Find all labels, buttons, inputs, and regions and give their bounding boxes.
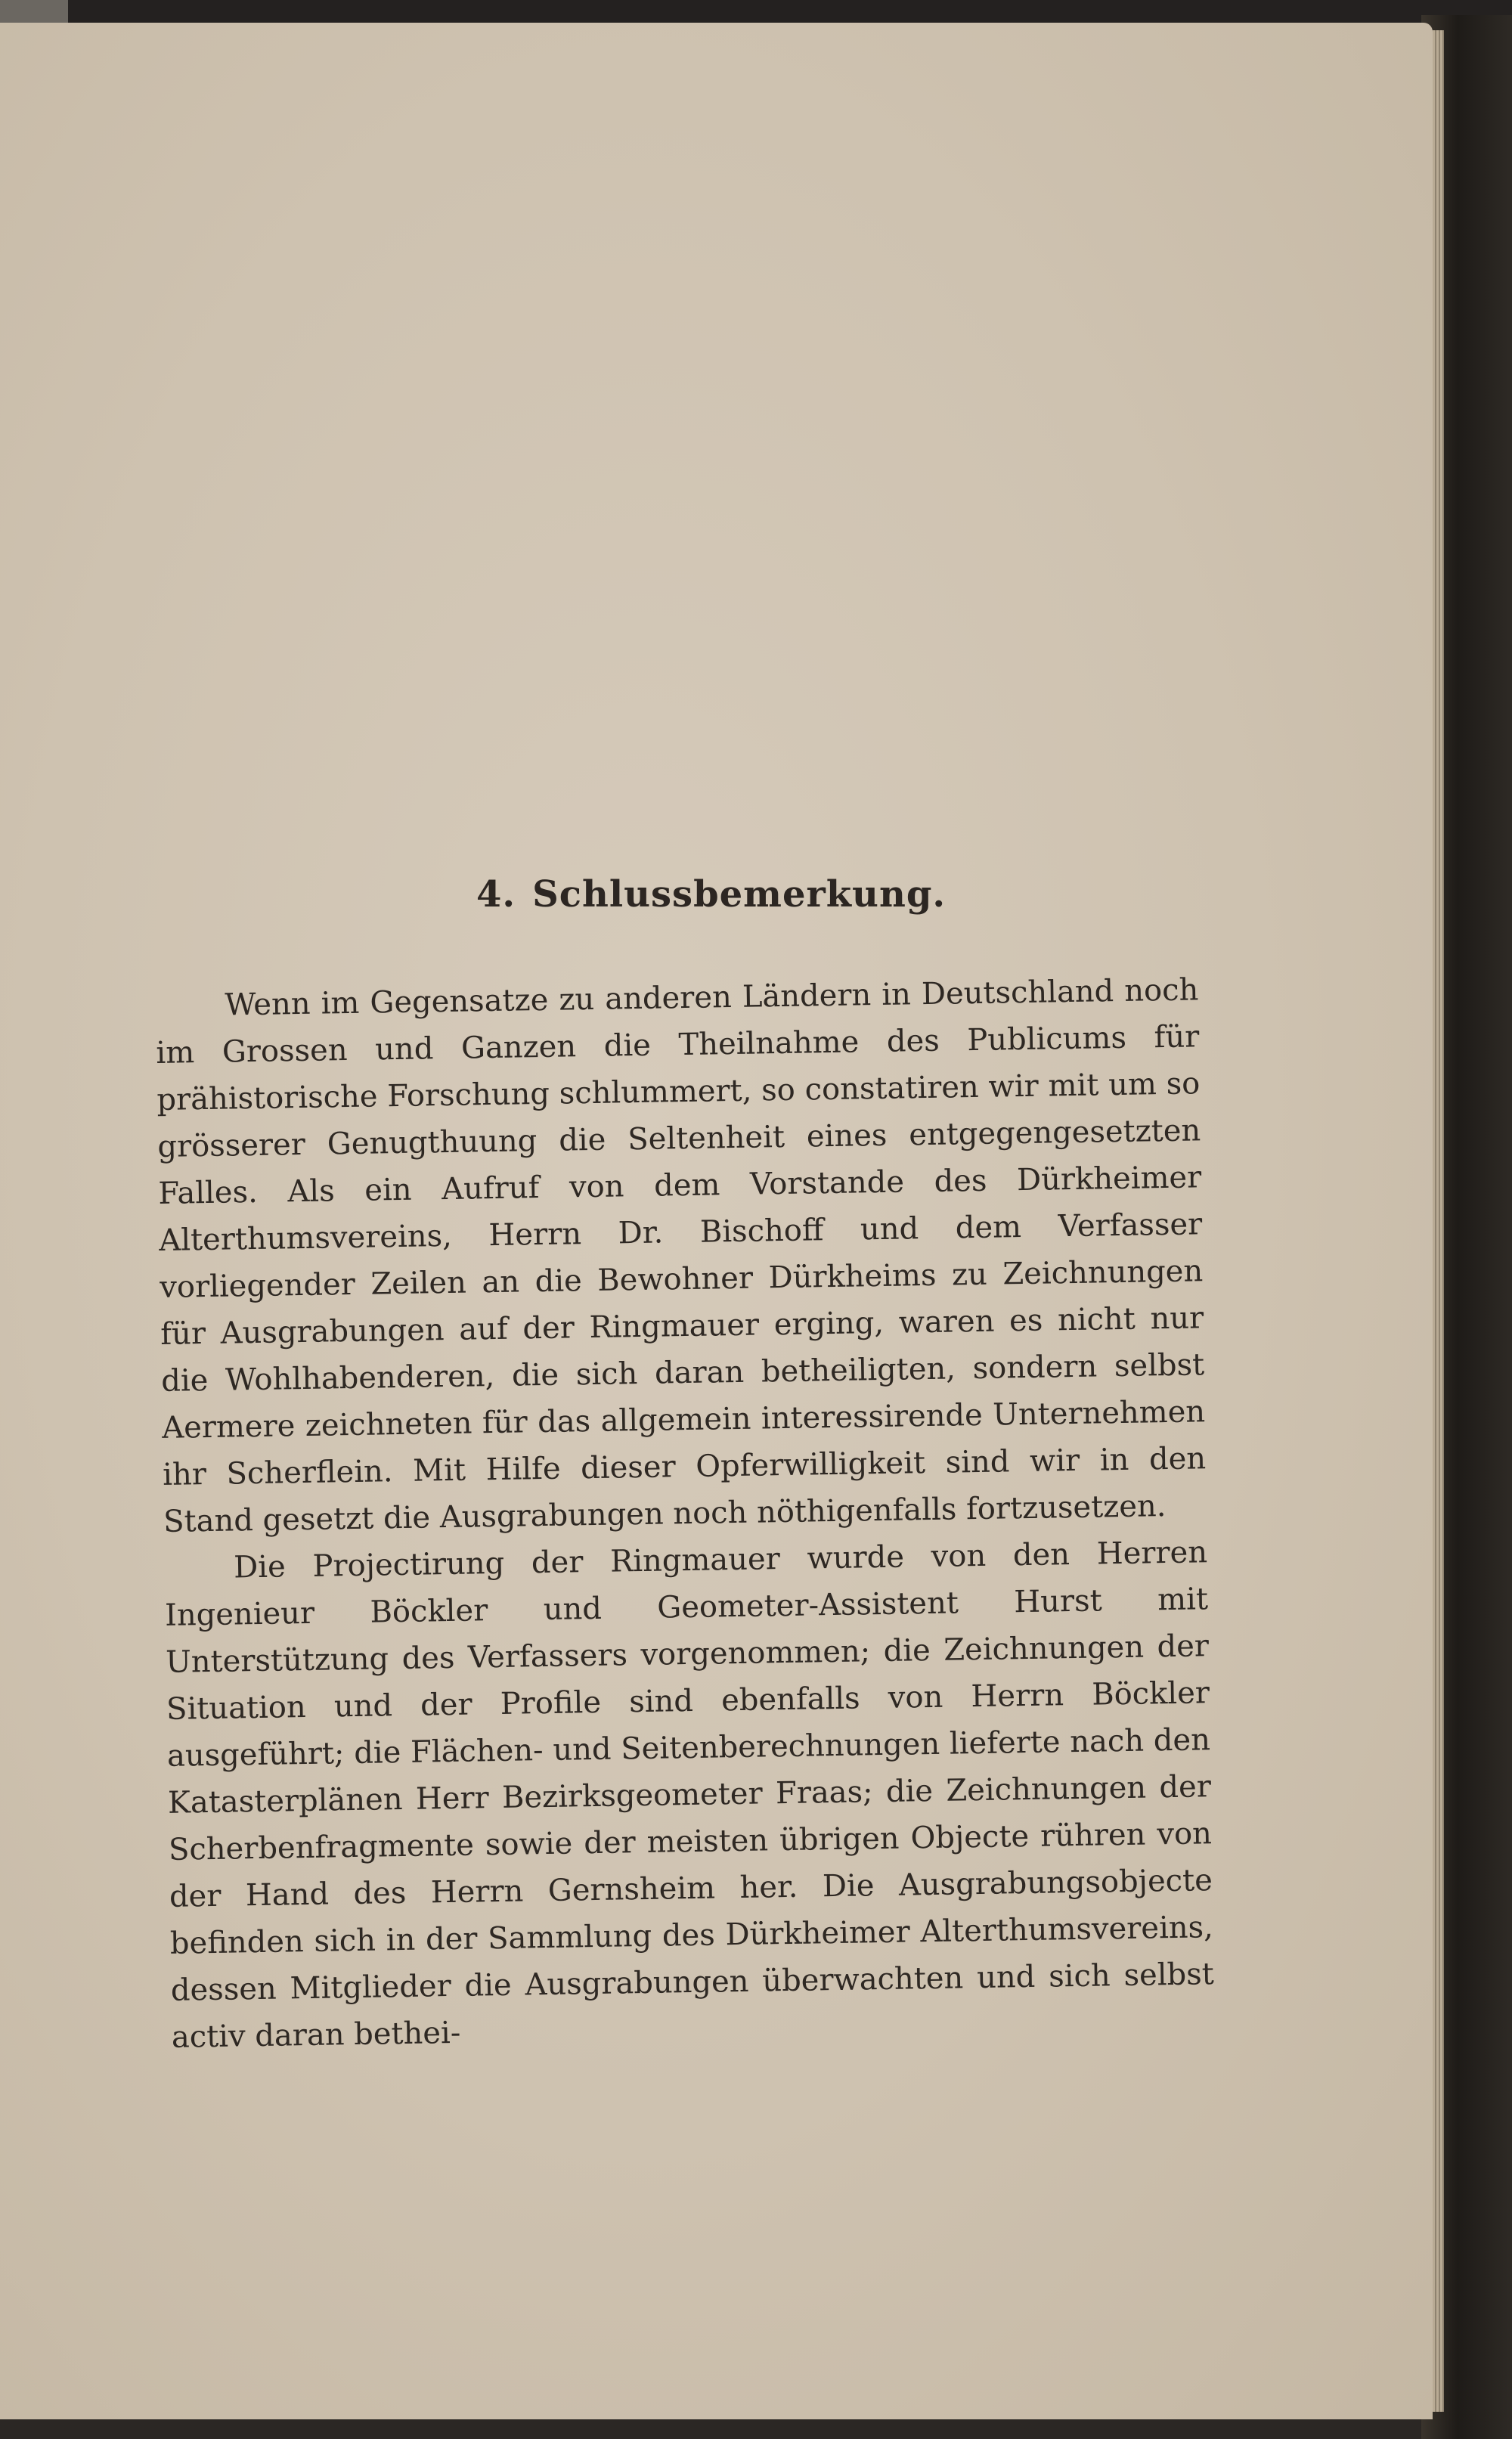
section-heading (476, 873, 960, 916)
paragraph-2: Die Projectirung der Ringmauer wurde von den Herren Ingenieur Böckler und Geometer-Assistent Hurst mit Unterstützung des Verfassers vorgenommen; die Zeichnungen der Situation und der Profile sind ebenfalls von Herrn Böckler ausgeführt; die Flächen- und Seitenberechnungen lieferte nach den Katasterplänen Herr Bezirksgeometer Fraas; die Zeichnungen der Scherbenfragmente sowie der meisten übrigen Objecte rühren von der Hand des Herrn Gernsheim her. Die Ausgrabungsobjecte befinden sich in der Sammlung des Dürkheimer Alterthumsvereins, dessen Mitglieder die Ausgrabungen überwachten und sich selbst activ daran bethei- (164, 1535, 1215, 2055)
scan-top-border (0, 0, 1512, 26)
body-text (155, 966, 1215, 2061)
paragraph-1: Wenn im Gegensatze zu anderen Ländern in Deutschland noch im Grossen und Ganzen die Theilnahme des Publicums für prähistorische Forschung schlummert, so constatiren wir mit um so grösserer Genugthuung die Seltenheit eines entgegengesetzten Falles. Als ein Aufruf von dem Vorstande des Dürkheimer Alterthumsvereins, Herrn Dr. Bischoff und dem Verfasser vorliegender Zeilen an die Bewohner Dürkheims zu Zeichnungen für Ausgrabungen auf der Ringmauer erging, waren es nicht nur die Wohlhabenderen, die sich daran betheiligten, sondern selbst Aermere zeichneten für das allgemein interessirende Unternehmen ihr Scherflein. Mit Hilfe dieser Opferwilligkeit sind wir in den Stand gesetzt die Ausgrabungen noch nöthigenfalls fortzusetzen. (156, 972, 1207, 1539)
section-number: 4. (476, 873, 516, 916)
book-page (0, 23, 1433, 2419)
section-title: Schlussbemerkung. (532, 873, 947, 916)
